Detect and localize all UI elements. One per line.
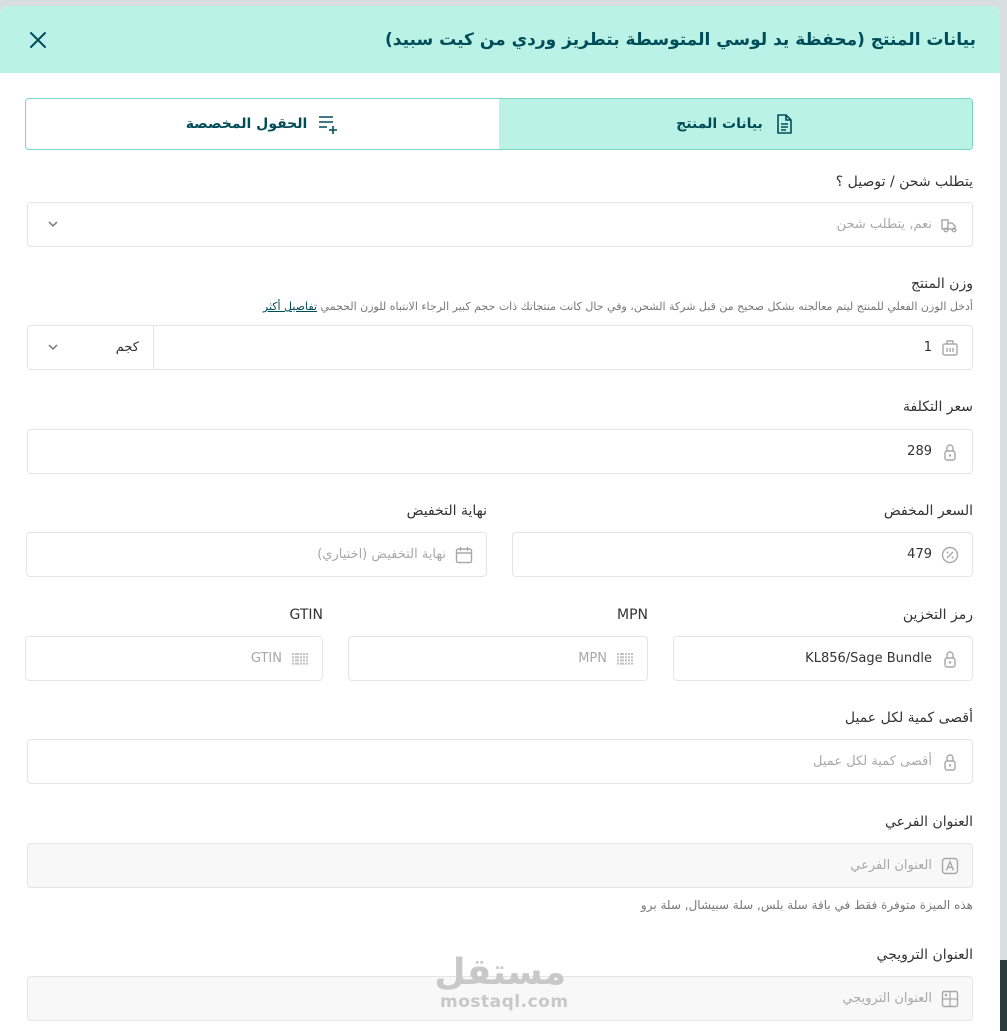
calendar-icon <box>454 545 474 565</box>
barcode-icon <box>615 649 635 669</box>
promo-title-input[interactable] <box>27 976 973 1021</box>
sale-end-input[interactable] <box>26 532 487 577</box>
chevron-down-icon <box>46 340 60 354</box>
shipping-label: يتطلب شحن / توصيل ؟ <box>835 174 973 190</box>
weight-desc-text: أدخل الوزن الفعلي للمنتج ليتم معالجته بشكل صحيح من قبل شركة الشحن، وفي حال كانت منتجاتك ذات حجم كبير الرجاء الانتباه للوزن الحجمي <box>320 300 973 313</box>
max-qty-label: أقصى كمية لكل عميل <box>844 710 973 726</box>
shipping-value: نعم, يتطلب شحن <box>836 217 932 232</box>
weight-details-link[interactable]: تفاصيل أكثر <box>262 300 318 313</box>
sale-price-label: السعر المخفض <box>883 503 973 519</box>
promo-icon <box>940 989 960 1009</box>
subtitle-input[interactable] <box>27 843 973 888</box>
lock-icon <box>940 442 960 462</box>
promo-title-placeholder: العنوان الترويجي <box>842 991 932 1006</box>
lock-icon <box>940 752 960 772</box>
scale-icon <box>940 338 960 358</box>
mpn-input[interactable] <box>348 636 648 681</box>
subtitle-label: العنوان الفرعي <box>885 814 973 830</box>
promo-title-label: العنوان الترويجي <box>876 947 973 963</box>
max-qty-placeholder: أقصى كمية لكل عميل <box>813 754 932 769</box>
chevron-down-icon <box>46 217 60 231</box>
sku-value: KL856/Sage Bundle <box>805 651 932 666</box>
tabs <box>25 98 973 150</box>
sale-end-label: نهاية التخفيض <box>406 503 487 519</box>
close-icon <box>29 31 47 49</box>
shipping-select[interactable] <box>27 202 973 247</box>
barcode-icon <box>290 649 310 669</box>
tab-custom-fields[interactable] <box>26 99 499 149</box>
max-qty-input[interactable] <box>27 739 973 784</box>
weight-unit: كجم <box>115 340 139 355</box>
sale-price-input[interactable] <box>512 532 973 577</box>
close-button[interactable] <box>24 26 52 54</box>
weight-description <box>263 300 973 313</box>
sale-end-placeholder: نهاية التخفيض (اختياري) <box>317 547 446 562</box>
gtin-placeholder: GTIN <box>250 651 282 666</box>
cost-price-value: 289 <box>907 444 932 459</box>
sku-label: رمز التخزين <box>902 607 973 623</box>
gtin-label: GTIN <box>289 607 323 623</box>
weight-label: وزن المنتج <box>911 276 973 292</box>
cost-price-label: سعر التكلفة <box>903 399 973 415</box>
weight-input[interactable] <box>27 325 973 370</box>
mpn-placeholder: MPN <box>578 651 607 666</box>
subtitle-placeholder: العنوان الفرعي <box>850 858 932 873</box>
product-data-modal <box>0 6 1000 1031</box>
list-add-icon <box>317 113 339 135</box>
discount-icon <box>940 545 960 565</box>
document-icon <box>773 113 795 135</box>
mpn-label: MPN <box>617 607 648 623</box>
cost-price-input[interactable] <box>27 429 973 474</box>
sku-input[interactable] <box>673 636 973 681</box>
watermark-ar: مستقل <box>434 952 566 993</box>
watermark-en: mostaql.com <box>440 992 569 1012</box>
weight-unit-select[interactable] <box>28 326 154 369</box>
tab-product-data-label: بيانات المنتج <box>676 116 763 132</box>
background-scrollbar <box>1000 960 1007 1031</box>
gtin-input[interactable] <box>25 636 323 681</box>
modal-header <box>0 6 1000 73</box>
tab-custom-fields-label: الحقول المخصصة <box>185 116 308 132</box>
subtitle-note: هذه الميزة متوفرة فقط في باقة سلة بلس, سلة سبيشال, سلة برو <box>640 898 973 912</box>
weight-value: 1 <box>923 340 932 355</box>
tab-product-data[interactable] <box>499 99 972 149</box>
sale-price-value: 479 <box>907 547 932 562</box>
lock-icon <box>940 649 960 669</box>
text-a-icon <box>940 856 960 876</box>
truck-icon <box>940 215 960 235</box>
modal-title: بيانات المنتج (محفظة يد لوسي المتوسطة بتطريز وردي من كيت سبيد) <box>385 29 976 50</box>
